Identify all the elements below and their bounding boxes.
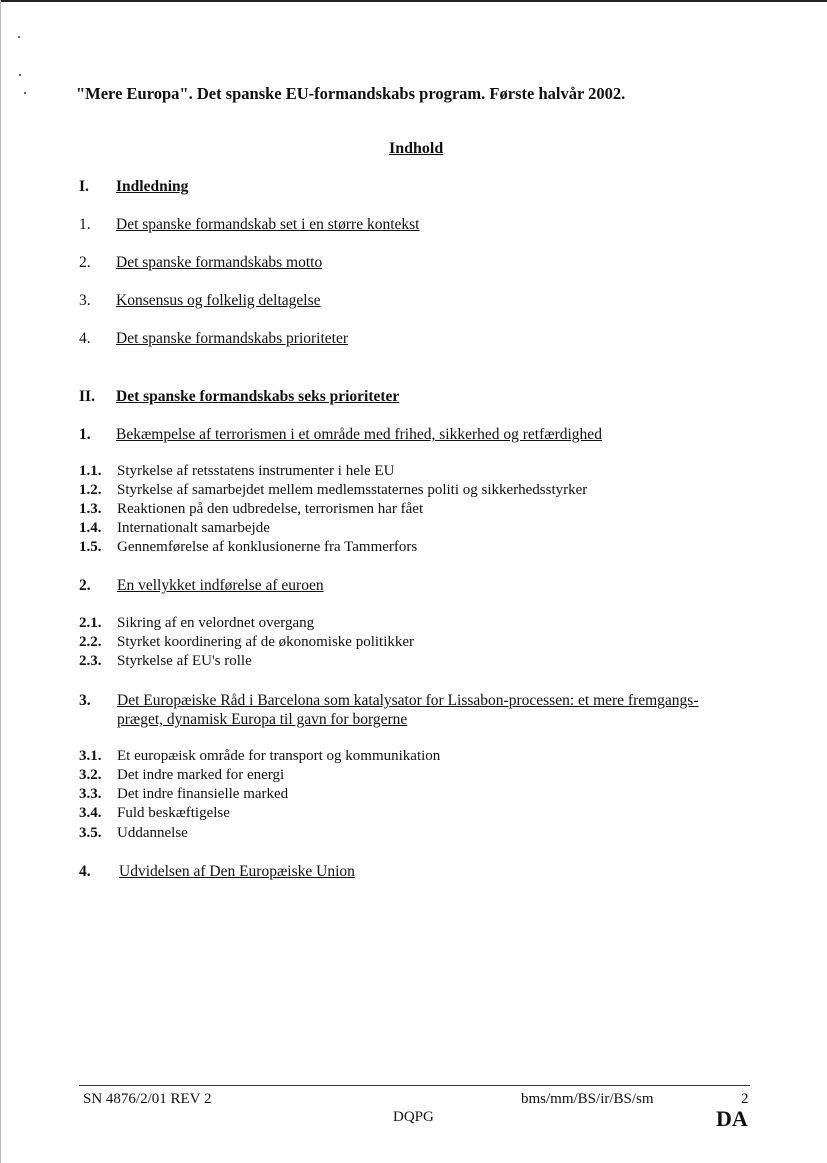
footer-authors: bms/mm/BS/ir/BS/sm	[521, 1091, 654, 1107]
footer-unit: DQPG	[393, 1109, 434, 1125]
document-title: "Mere Europa". Det spanske EU-formandskabs program. Første halvår 2002.	[76, 84, 626, 103]
subsection-number: 2.3.	[79, 653, 102, 669]
part-2-title[interactable]: Det spanske formandskabs seks prioriteter	[116, 388, 400, 405]
section-link-enlargement[interactable]: Udvidelsen af Den Europæiske Union	[119, 863, 355, 880]
subsection-text: Sikring af en velordnet overgang	[117, 615, 315, 631]
part-1-numeral: I.	[79, 178, 89, 195]
scan-speck	[18, 36, 20, 38]
toc-link-motto[interactable]: Det spanske formandskabs motto	[116, 254, 323, 271]
part-1-title[interactable]: Indledning	[116, 178, 189, 195]
toc-link-context[interactable]: Det spanske formandskab set i en større kontekst	[116, 216, 420, 233]
footer-divider	[79, 1085, 750, 1086]
section-number: 4.	[79, 863, 91, 880]
subsection-number: 3.1.	[79, 748, 102, 764]
section-number: 3.	[79, 692, 91, 709]
toc-item-number: 1.	[79, 216, 91, 233]
subsection-text: Styrkelse af retsstatens instrumenter i hele EU	[117, 463, 395, 479]
top-border	[0, 0, 827, 2]
subsection-text: Et europæisk område for transport og kommunikation	[117, 748, 441, 764]
section-number: 2.	[79, 577, 91, 594]
section-link-euro[interactable]: En vellykket indførelse af euroen	[117, 577, 324, 594]
subsection-number: 3.2.	[79, 767, 102, 783]
language-code: DA	[716, 1106, 748, 1131]
section-link-terrorism[interactable]: Bekæmpelse af terrorismen i et område med frihed, sikkerhed og retfærdighed	[116, 426, 602, 443]
subsection-text: Fuld beskæftigelse	[117, 805, 230, 821]
subsection-number: 2.2.	[79, 634, 102, 650]
toc-item-number: 2.	[79, 254, 91, 271]
subsection-number: 1.2.	[79, 482, 102, 498]
subsection-number: 3.3.	[79, 786, 102, 802]
part-2-numeral: II.	[79, 388, 95, 405]
subsection-text: Styrkelse af samarbejdet mellem medlemsstaternes politi og sikkerhedsstyrker	[117, 482, 588, 498]
subsection-text: Det indre finansielle marked	[117, 786, 289, 802]
toc-link-consensus[interactable]: Konsensus og folkelig deltagelse	[116, 292, 321, 309]
subsection-text: Uddannelse	[117, 825, 188, 841]
subsection-text: Styrkelse af EU's rolle	[117, 653, 252, 669]
section-number: 1.	[79, 426, 91, 443]
subsection-number: 1.4.	[79, 520, 102, 536]
subsection-text: Styrket koordinering af de økonomiske politikker	[117, 634, 415, 650]
subsection-number: 1.5.	[79, 539, 102, 555]
footer-doc-ref: SN 4876/2/01 REV 2	[83, 1091, 212, 1107]
toc-item-number: 3.	[79, 292, 91, 309]
subsection-text: Det indre marked for energi	[117, 767, 285, 783]
section-link-barcelona-line2[interactable]: præget, dynamisk Europa til gavn for borgerne	[117, 711, 408, 728]
toc-link-priorities[interactable]: Det spanske formandskabs prioriteter	[116, 330, 349, 347]
toc-heading: Indhold	[389, 140, 444, 157]
subsection-number: 2.1.	[79, 615, 102, 631]
left-border	[0, 0, 1, 1163]
subsection-number: 1.1.	[79, 463, 102, 479]
toc-item-number: 4.	[79, 330, 91, 347]
subsection-text: Gennemførelse af konklusionerne fra Tammerfors	[117, 539, 418, 555]
subsection-number: 3.5.	[79, 825, 102, 841]
scan-speck	[24, 92, 26, 94]
subsection-text: Internationalt samarbejde	[117, 520, 270, 536]
section-link-barcelona-line1[interactable]: Det Europæiske Råd i Barcelona som katalysator for Lissabon-processen: et mere fremgangs-	[117, 692, 699, 709]
subsection-number: 3.4.	[79, 805, 102, 821]
scan-speck	[19, 74, 21, 76]
page-number: 2	[741, 1091, 749, 1107]
subsection-text: Reaktionen på den udbredelse, terrorismen har fået	[117, 501, 424, 517]
subsection-number: 1.3.	[79, 501, 102, 517]
